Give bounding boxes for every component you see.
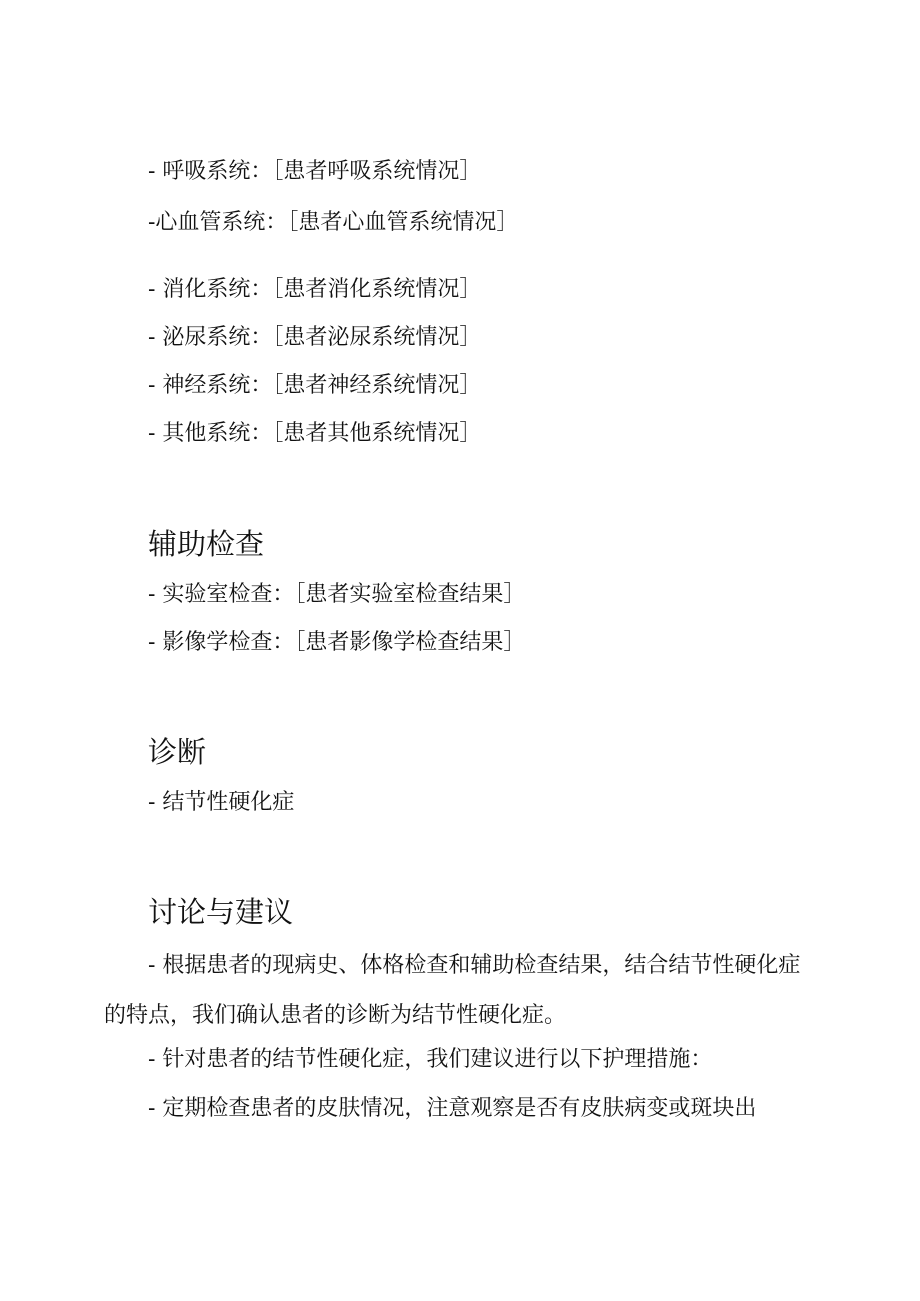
heading-diagnosis: 诊断: [148, 735, 207, 769]
system-line-respiratory: - 呼吸系统：［患者呼吸系统情况］: [148, 159, 482, 184]
auxiliary-item-lab: - 实验室检查：［患者实验室检查结果］: [148, 582, 526, 607]
system-line-urinary: - 泌尿系统：［患者泌尿系统情况］: [148, 325, 482, 350]
discussion-line-2: - 针对患者的结节性硬化症，我们建议进行以下护理措施：: [148, 1047, 713, 1072]
heading-discussion: 讨论与建议: [148, 895, 294, 929]
discussion-paragraph-1: - 根据患者的现病史、体格检查和辅助检查结果，结合结节性硬化症的特点，我们确认患者的诊断为结节性硬化症。: [104, 953, 801, 1028]
system-line-digestive: - 消化系统：［患者消化系统情况］: [148, 277, 482, 302]
system-line-cardiovascular: -心血管系统：［患者心血管系统情况］: [148, 210, 519, 235]
system-line-other: - 其他系统：［患者其他系统情况］: [148, 421, 482, 446]
system-line-nervous: - 神经系统：［患者神经系统情况］: [148, 373, 482, 398]
auxiliary-item-imaging: - 影像学检查：［患者影像学检查结果］: [148, 630, 526, 655]
diagnosis-item: - 结节性硬化症: [148, 790, 295, 815]
discussion-line-3: - 定期检查患者的皮肤情况，注意观察是否有皮肤病变或斑块出: [148, 1096, 757, 1121]
heading-auxiliary-exam: 辅助检查: [148, 527, 265, 561]
